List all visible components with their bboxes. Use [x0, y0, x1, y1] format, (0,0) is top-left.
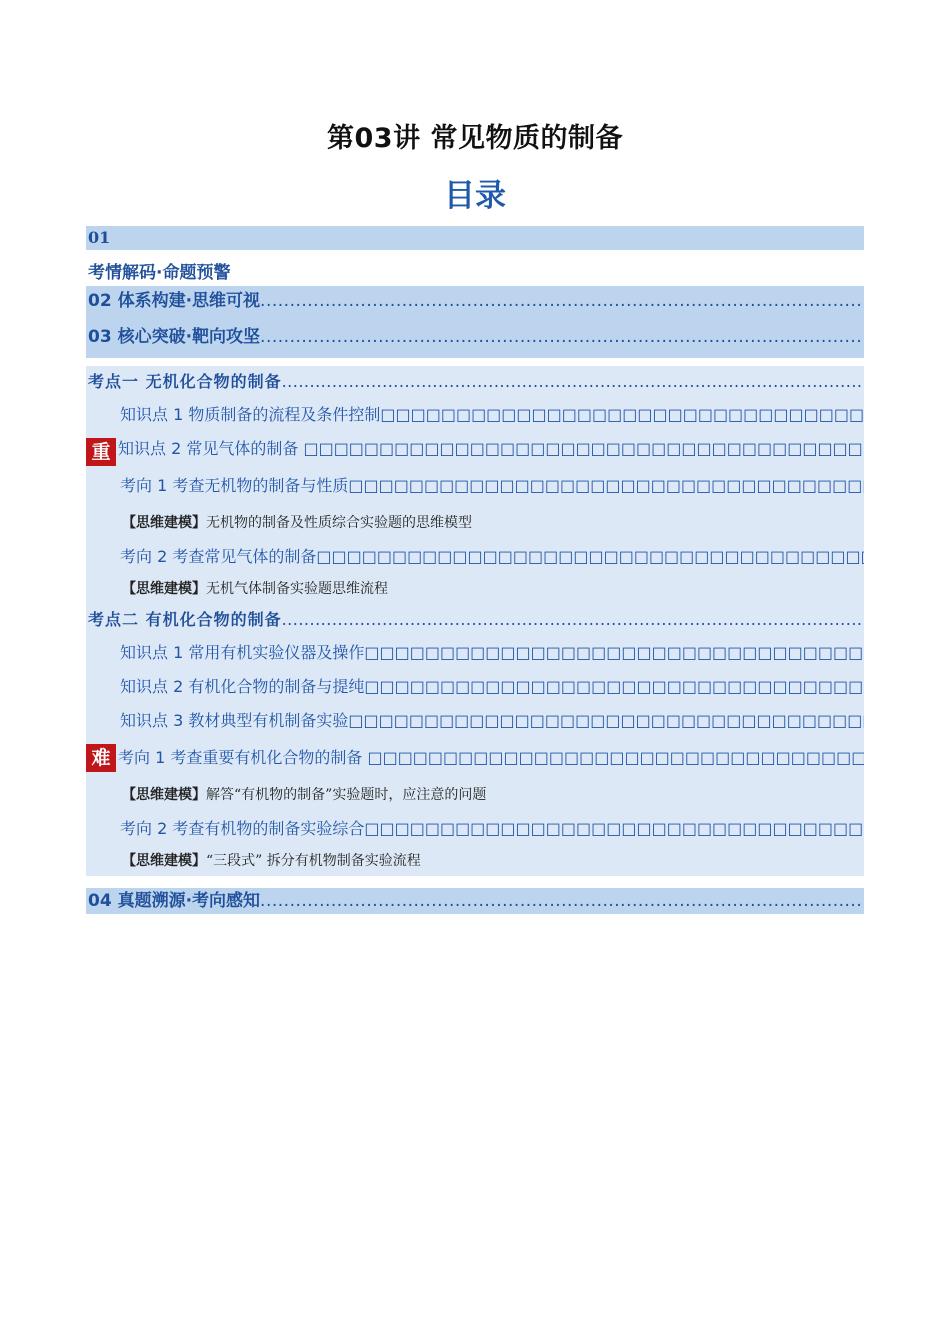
model-text: 无机物的制备及性质综合实验题的思维模型 — [206, 515, 472, 531]
model-tag: 【思维建模】 — [122, 853, 206, 869]
toc-item[interactable] — [86, 398, 864, 432]
toc-section-02[interactable] — [86, 286, 864, 316]
difficult-badge: 难 — [86, 744, 116, 772]
toc-section-02-label: 02 体系构建·思维可视 — [88, 291, 261, 311]
toc-section-04[interactable] — [86, 888, 864, 914]
item-label: 知识点 1 常用有机实验仪器及操作 — [120, 643, 365, 662]
toc-section-04-label: 04 真题溯源·考向感知 — [88, 891, 261, 911]
section-03-contents — [86, 366, 864, 876]
toc-section-01-number[interactable]: 01 — [86, 226, 864, 250]
model-tag: 【思维建模】 — [122, 515, 206, 531]
thinking-model[interactable] — [86, 574, 864, 604]
toc-item[interactable] — [86, 812, 864, 846]
toc-kaodian-1[interactable] — [86, 366, 864, 398]
thinking-model[interactable] — [86, 778, 864, 812]
item-label: 知识点 2 常见气体的制备 — [118, 439, 299, 458]
important-badge: 重 — [86, 438, 116, 466]
model-text: “三段式” 拆分有机物制备实验流程 — [206, 853, 421, 869]
page-title: 第03讲 常见物质的制备 — [327, 123, 623, 154]
model-tag: 【思维建模】 — [122, 787, 206, 803]
toc-heading: 目录 — [444, 178, 506, 214]
model-tag: 【思维建模】 — [122, 581, 206, 597]
thinking-model[interactable] — [86, 846, 864, 876]
model-text: 解答“有机物的制备”实验题时，应注意的问题 — [206, 787, 487, 803]
table-of-contents — [86, 226, 864, 914]
toc-section-03-label: 03 核心突破·靶向攻坚 — [88, 327, 261, 347]
toc-item[interactable] — [86, 636, 864, 670]
toc-item[interactable] — [86, 738, 864, 778]
item-label: 知识点 1 物质制备的流程及条件控制 — [120, 405, 381, 424]
thinking-model[interactable] — [86, 506, 864, 540]
toc-item[interactable] — [86, 704, 864, 738]
toc-kaodian-2[interactable] — [86, 604, 864, 636]
toc-item[interactable] — [86, 432, 864, 466]
toc-section-03[interactable] — [86, 316, 864, 358]
kaodian-1-label: 考点一 无机化合物的制备 — [88, 372, 282, 391]
toc-section-01-label[interactable]: 考情解码·命题预警 — [86, 250, 864, 286]
model-text: 无机气体制备实验题思维流程 — [206, 581, 388, 597]
item-label: 知识点 3 教材典型有机制备实验 — [120, 711, 349, 730]
toc-item[interactable] — [86, 466, 864, 506]
item-label: 考向 1 考查重要有机化合物的制备 — [118, 748, 363, 767]
kaodian-2-label: 考点二 有机化合物的制备 — [88, 610, 282, 629]
toc-item[interactable] — [86, 670, 864, 704]
toc-item[interactable] — [86, 540, 864, 574]
item-label: 考向 1 考查无机物的制备与性质 — [120, 476, 349, 495]
item-label: 考向 2 考查有机物的制备实验综合 — [120, 819, 365, 838]
item-label: 知识点 2 有机化合物的制备与提纯 — [120, 677, 365, 696]
item-label: 考向 2 考查常见气体的制备 — [120, 547, 317, 566]
